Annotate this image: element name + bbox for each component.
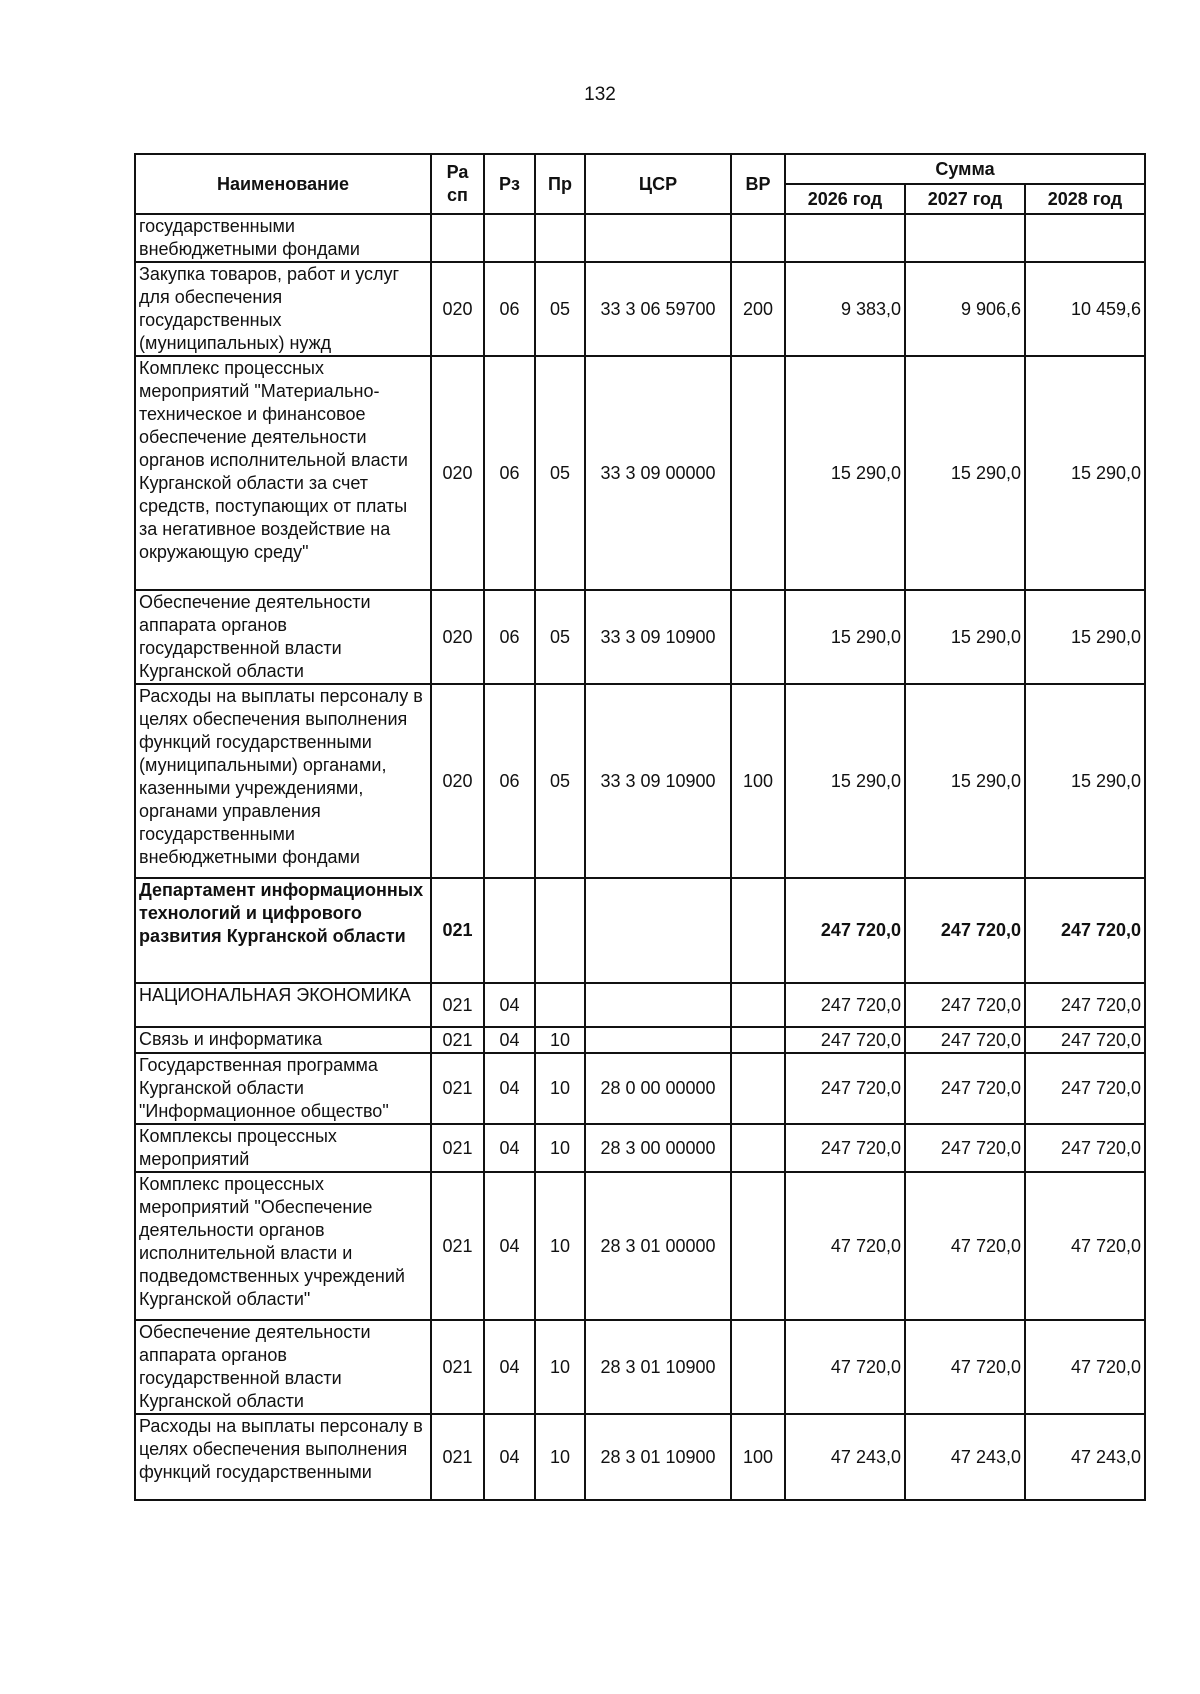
row-sum-2027: 247 720,0 bbox=[905, 1053, 1025, 1124]
table-row bbox=[135, 262, 1145, 356]
row-sum-2027: 247 720,0 bbox=[905, 1124, 1025, 1172]
row-rasp: 021 bbox=[431, 983, 484, 1027]
row-rz: 04 bbox=[484, 1053, 535, 1124]
page-number: 132 bbox=[584, 84, 616, 105]
header-vr: ВР bbox=[731, 154, 785, 214]
row-sum-2028: 247 720,0 bbox=[1025, 1053, 1145, 1124]
row-sum-2027 bbox=[905, 214, 1025, 262]
row-vr bbox=[731, 1172, 785, 1320]
header-name: Наименование bbox=[135, 154, 431, 214]
row-csr: 33 3 09 10900 bbox=[585, 684, 731, 878]
row-rz: 04 bbox=[484, 1027, 535, 1053]
row-pr bbox=[535, 983, 585, 1027]
row-sum-2026: 9 383,0 bbox=[785, 262, 905, 356]
row-csr: 28 0 00 00000 bbox=[585, 1053, 731, 1124]
row-rz: 04 bbox=[484, 1414, 535, 1500]
row-pr: 10 bbox=[535, 1414, 585, 1500]
row-vr: 100 bbox=[731, 684, 785, 878]
row-pr: 05 bbox=[535, 356, 585, 590]
row-sum-2026: 15 290,0 bbox=[785, 684, 905, 878]
row-rasp: 021 bbox=[431, 1172, 484, 1320]
row-sum-2027: 247 720,0 bbox=[905, 983, 1025, 1027]
header-rz: Рз bbox=[484, 154, 535, 214]
row-sum-2026: 15 290,0 bbox=[785, 590, 905, 684]
row-vr: 100 bbox=[731, 1414, 785, 1500]
row-vr: 200 bbox=[731, 262, 785, 356]
row-vr bbox=[731, 1027, 785, 1053]
row-name: Обеспечение деятельности аппарата органов государственной власти Курганской области bbox=[135, 1320, 431, 1414]
row-rz: 04 bbox=[484, 1172, 535, 1320]
row-name: государственными внебюджетными фондами bbox=[135, 214, 431, 262]
row-sum-2028: 15 290,0 bbox=[1025, 684, 1145, 878]
row-rz bbox=[484, 878, 535, 983]
row-rasp bbox=[431, 214, 484, 262]
row-sum-2027: 247 720,0 bbox=[905, 1027, 1025, 1053]
header-2026: 2026 год bbox=[785, 184, 905, 214]
budget-table bbox=[134, 153, 1146, 1501]
header-2028: 2028 год bbox=[1025, 184, 1145, 214]
row-sum-2027: 15 290,0 bbox=[905, 356, 1025, 590]
row-name: Комплекс процессных мероприятий "Материально-техническое и финансовое обеспечение деятельности органов исполнительной власти Курганской области за счет средств, поступающих от платы за негативное воздействие на окружающую среду" bbox=[135, 356, 431, 590]
row-sum-2027: 15 290,0 bbox=[905, 684, 1025, 878]
row-sum-2028: 247 720,0 bbox=[1025, 1027, 1145, 1053]
row-vr bbox=[731, 983, 785, 1027]
row-name: Комплексы процессных мероприятий bbox=[135, 1124, 431, 1172]
row-name: Государственная программа Курганской области "Информационное общество" bbox=[135, 1053, 431, 1124]
row-rasp: 021 bbox=[431, 1124, 484, 1172]
row-sum-2028: 47 720,0 bbox=[1025, 1320, 1145, 1414]
row-sum-2027: 47 243,0 bbox=[905, 1414, 1025, 1500]
table-header-row bbox=[135, 154, 1145, 184]
row-csr bbox=[585, 878, 731, 983]
row-rasp: 021 bbox=[431, 1320, 484, 1414]
table-row bbox=[135, 1172, 1145, 1320]
row-rasp: 020 bbox=[431, 356, 484, 590]
row-csr: 33 3 09 10900 bbox=[585, 590, 731, 684]
table-row bbox=[135, 684, 1145, 878]
row-sum-2028 bbox=[1025, 214, 1145, 262]
row-sum-2027: 9 906,6 bbox=[905, 262, 1025, 356]
table-row bbox=[135, 1414, 1145, 1500]
row-csr: 28 3 01 10900 bbox=[585, 1414, 731, 1500]
header-pr: Пр bbox=[535, 154, 585, 214]
table-row bbox=[135, 1027, 1145, 1053]
header-csr: ЦСР bbox=[585, 154, 731, 214]
table-row bbox=[135, 1124, 1145, 1172]
row-rz bbox=[484, 214, 535, 262]
row-csr: 28 3 01 00000 bbox=[585, 1172, 731, 1320]
header-sum: Сумма bbox=[785, 154, 1145, 184]
row-name: Связь и информатика bbox=[135, 1027, 431, 1053]
row-sum-2028: 10 459,6 bbox=[1025, 262, 1145, 356]
row-sum-2026: 247 720,0 bbox=[785, 1027, 905, 1053]
row-csr: 33 3 09 00000 bbox=[585, 356, 731, 590]
row-name: Расходы на выплаты персоналу в целях обеспечения выполнения функций государственными bbox=[135, 1414, 431, 1500]
row-rasp: 021 bbox=[431, 1414, 484, 1500]
row-rasp: 020 bbox=[431, 262, 484, 356]
row-pr bbox=[535, 878, 585, 983]
row-rz: 06 bbox=[484, 590, 535, 684]
row-pr: 10 bbox=[535, 1320, 585, 1414]
row-name: Закупка товаров, работ и услуг для обеспечения государственных (муниципальных) нужд bbox=[135, 262, 431, 356]
row-sum-2026: 247 720,0 bbox=[785, 1053, 905, 1124]
row-sum-2028: 247 720,0 bbox=[1025, 878, 1145, 983]
row-pr bbox=[535, 214, 585, 262]
row-name: Комплекс процессных мероприятий "Обеспечение деятельности органов исполнительной власти и подведомственных учреждений Курганской области" bbox=[135, 1172, 431, 1320]
table-row bbox=[135, 356, 1145, 590]
row-pr: 10 bbox=[535, 1027, 585, 1053]
row-sum-2027: 47 720,0 bbox=[905, 1172, 1025, 1320]
row-pr: 05 bbox=[535, 684, 585, 878]
header-rasp: Ра сп bbox=[431, 154, 484, 214]
table-row bbox=[135, 878, 1145, 983]
row-pr: 10 bbox=[535, 1124, 585, 1172]
table-row bbox=[135, 983, 1145, 1027]
row-csr: 33 3 06 59700 bbox=[585, 262, 731, 356]
row-rz: 06 bbox=[484, 684, 535, 878]
header-2027: 2027 год bbox=[905, 184, 1025, 214]
row-vr bbox=[731, 214, 785, 262]
row-vr bbox=[731, 1320, 785, 1414]
row-rz: 04 bbox=[484, 1320, 535, 1414]
row-sum-2026: 47 720,0 bbox=[785, 1320, 905, 1414]
row-pr: 05 bbox=[535, 590, 585, 684]
row-name: Департамент информационных технологий и цифрового развития Курганской области bbox=[135, 878, 431, 983]
row-sum-2028: 47 720,0 bbox=[1025, 1172, 1145, 1320]
row-sum-2028: 15 290,0 bbox=[1025, 590, 1145, 684]
row-sum-2026: 47 243,0 bbox=[785, 1414, 905, 1500]
row-rz: 04 bbox=[484, 983, 535, 1027]
row-rasp: 021 bbox=[431, 1027, 484, 1053]
row-sum-2028: 47 243,0 bbox=[1025, 1414, 1145, 1500]
row-sum-2026: 15 290,0 bbox=[785, 356, 905, 590]
row-vr bbox=[731, 878, 785, 983]
table-row bbox=[135, 214, 1145, 262]
row-pr: 10 bbox=[535, 1172, 585, 1320]
table-body bbox=[135, 214, 1145, 1500]
row-sum-2028: 247 720,0 bbox=[1025, 1124, 1145, 1172]
row-vr bbox=[731, 1124, 785, 1172]
row-sum-2027: 15 290,0 bbox=[905, 590, 1025, 684]
table-row bbox=[135, 590, 1145, 684]
row-sum-2027: 247 720,0 bbox=[905, 878, 1025, 983]
row-pr: 05 bbox=[535, 262, 585, 356]
row-vr bbox=[731, 590, 785, 684]
row-csr bbox=[585, 983, 731, 1027]
row-rz: 06 bbox=[484, 262, 535, 356]
row-vr bbox=[731, 1053, 785, 1124]
row-sum-2028: 247 720,0 bbox=[1025, 983, 1145, 1027]
row-pr: 10 bbox=[535, 1053, 585, 1124]
row-name: НАЦИОНАЛЬНАЯ ЭКОНОМИКА bbox=[135, 983, 431, 1027]
row-rz: 04 bbox=[484, 1124, 535, 1172]
row-sum-2026: 247 720,0 bbox=[785, 878, 905, 983]
row-rz: 06 bbox=[484, 356, 535, 590]
row-rasp: 020 bbox=[431, 684, 484, 878]
row-rasp: 020 bbox=[431, 590, 484, 684]
row-name: Расходы на выплаты персоналу в целях обеспечения выполнения функций государственными (муниципальными) органами, казенными учреждениями, органами управления государственными внебюджетными фондами bbox=[135, 684, 431, 878]
row-sum-2026: 247 720,0 bbox=[785, 983, 905, 1027]
row-rasp: 021 bbox=[431, 878, 484, 983]
table-row bbox=[135, 1320, 1145, 1414]
row-csr bbox=[585, 1027, 731, 1053]
row-sum-2026: 47 720,0 bbox=[785, 1172, 905, 1320]
row-sum-2027: 47 720,0 bbox=[905, 1320, 1025, 1414]
row-csr: 28 3 01 10900 bbox=[585, 1320, 731, 1414]
row-name: Обеспечение деятельности аппарата органов государственной власти Курганской области bbox=[135, 590, 431, 684]
row-csr: 28 3 00 00000 bbox=[585, 1124, 731, 1172]
row-csr bbox=[585, 214, 731, 262]
row-sum-2026: 247 720,0 bbox=[785, 1124, 905, 1172]
row-sum-2028: 15 290,0 bbox=[1025, 356, 1145, 590]
row-sum-2026 bbox=[785, 214, 905, 262]
row-vr bbox=[731, 356, 785, 590]
table-row bbox=[135, 1053, 1145, 1124]
row-rasp: 021 bbox=[431, 1053, 484, 1124]
